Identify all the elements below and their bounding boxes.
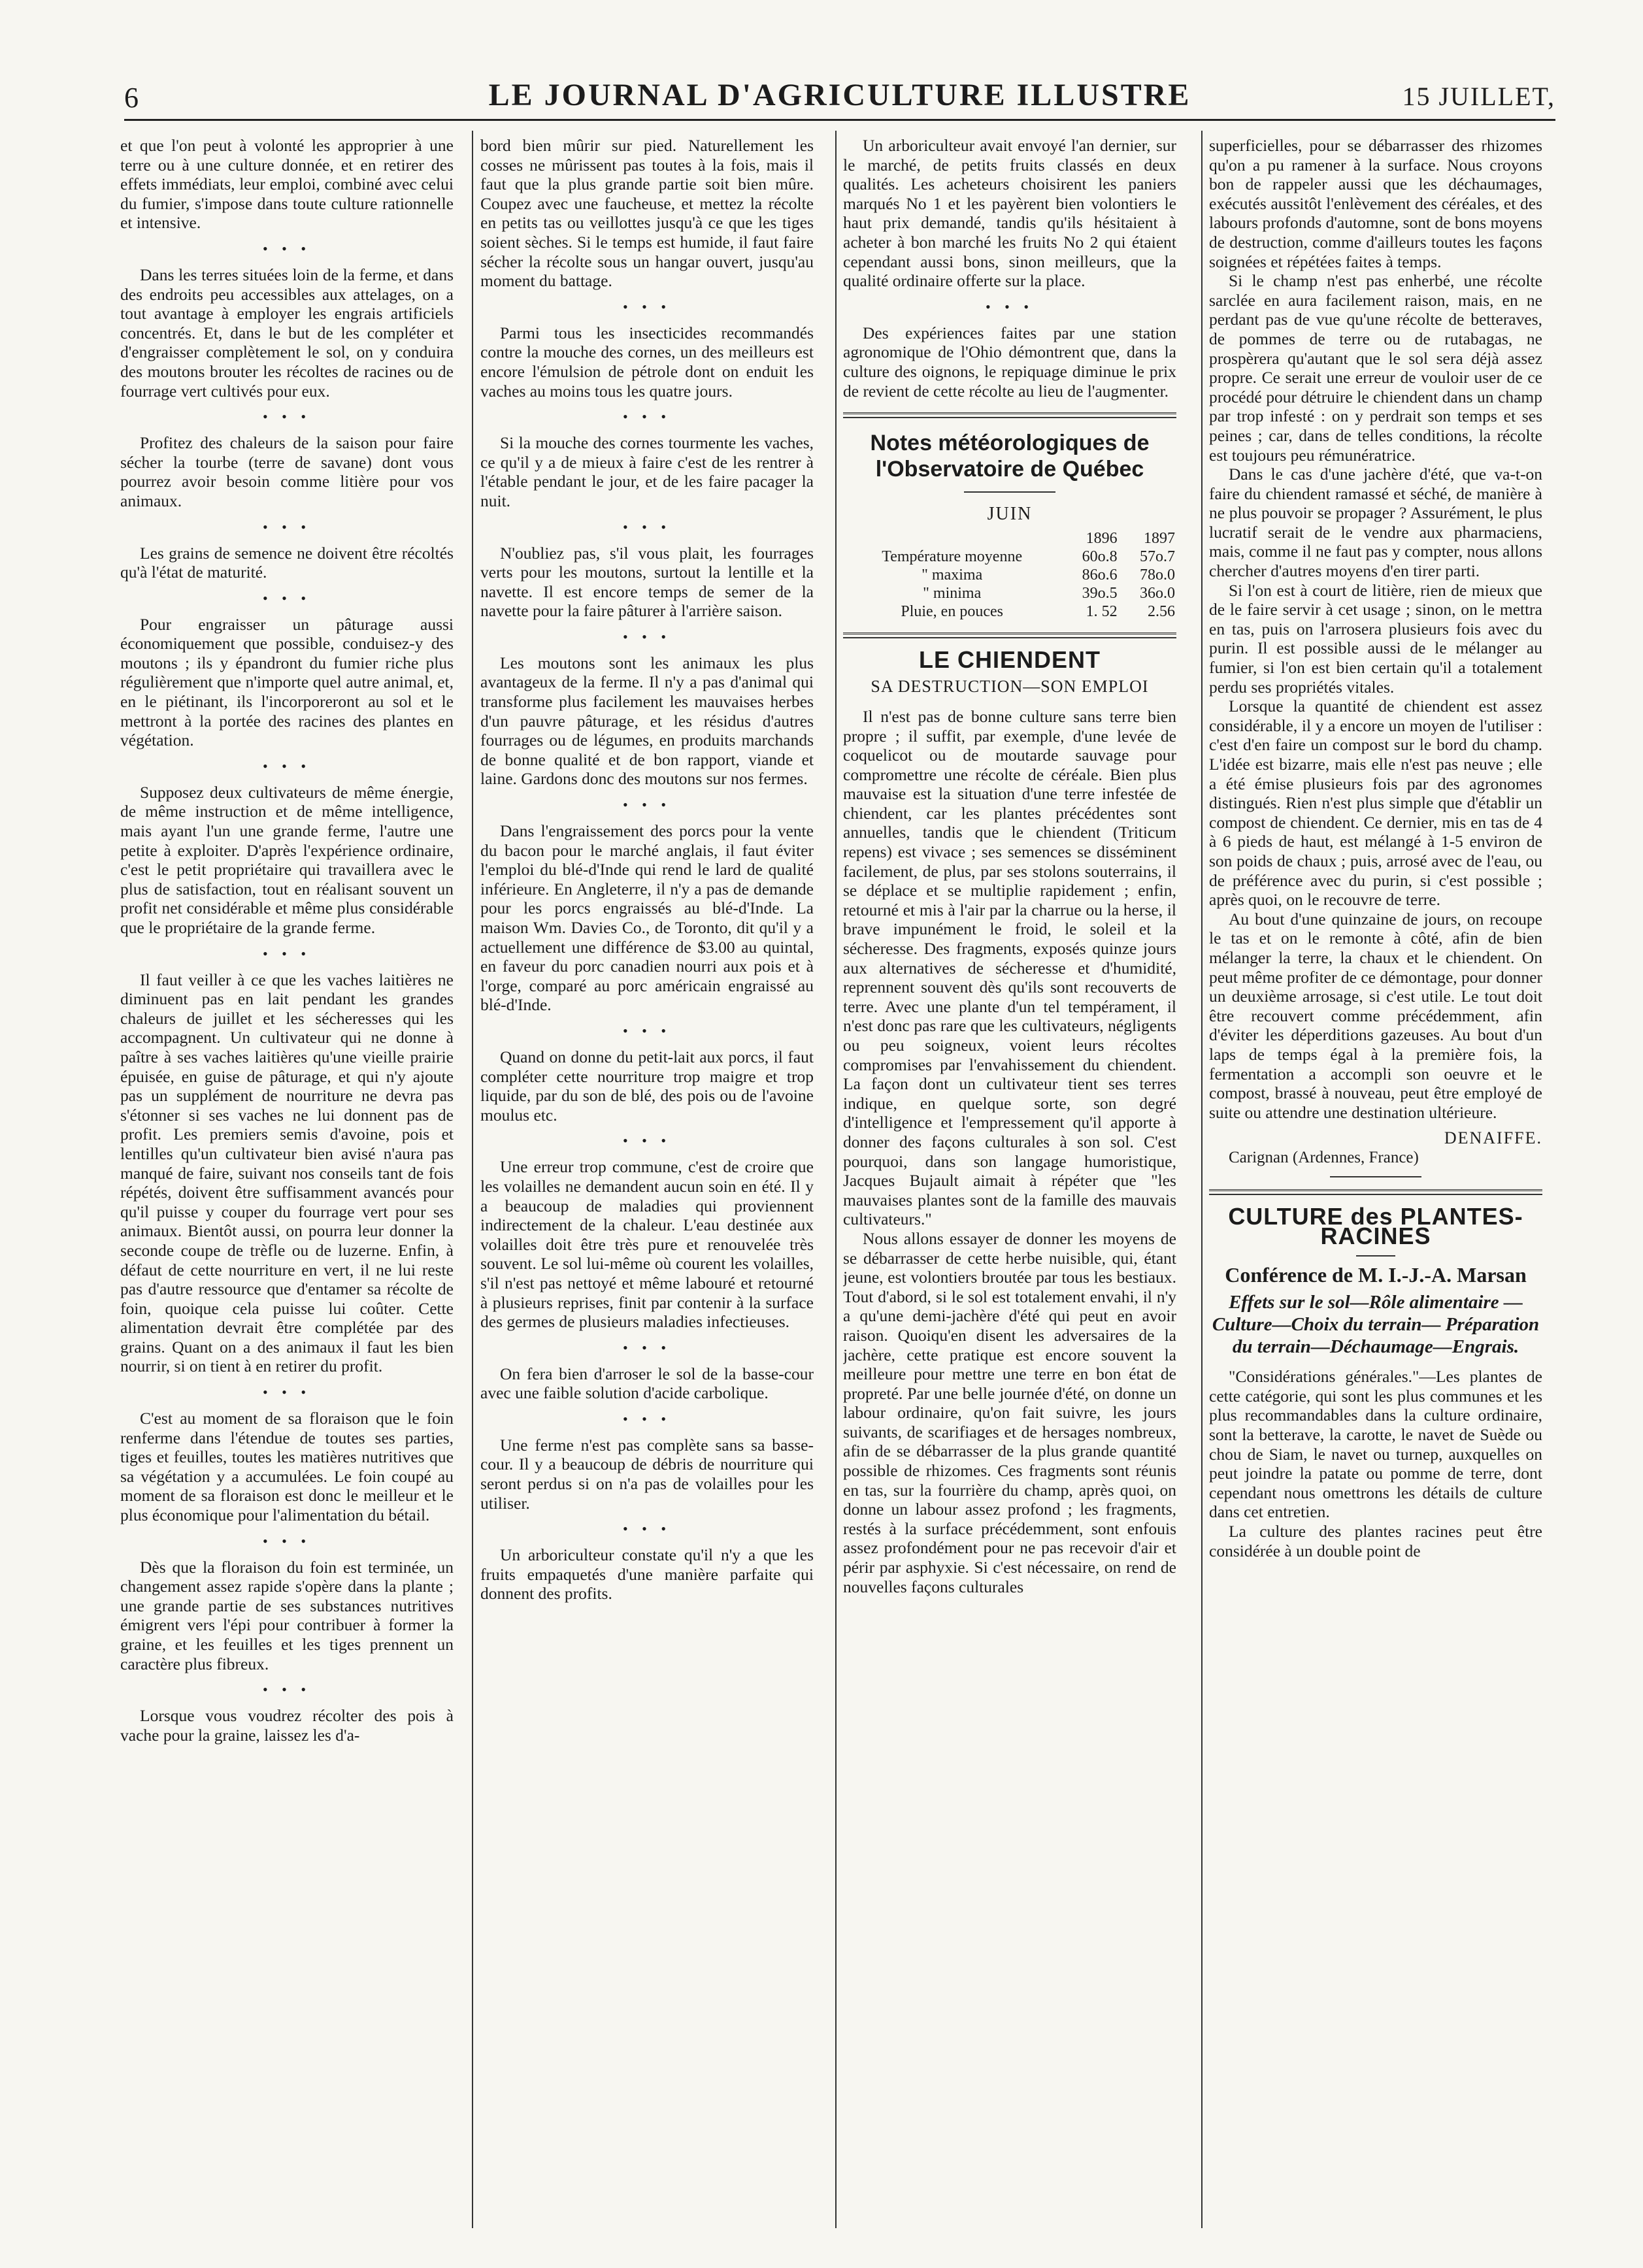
- chiendent-subtitle: SA DESTRUCTION—SON EMPLOI: [871, 677, 1149, 697]
- meteo-value: 78o.0: [1140, 566, 1175, 583]
- meteo-label: " maxima: [921, 566, 983, 583]
- section-divider: [843, 633, 1176, 638]
- meteo-label: Température moyenne: [882, 548, 1023, 565]
- paragraph: Dès que la floraison du foin est terminée, un changement assez rapide s'opère dans la plante ; une grande partie de ses substances nutritives émigrent vers l'épi pour contribuer à former la graine, et les feuilles et les tiges prennent un caractère plus fibreux.: [120, 1557, 454, 1673]
- paragraph-separator: • • •: [262, 408, 312, 425]
- paragraph-separator: • • •: [262, 240, 312, 257]
- plantes-rule: [1356, 1255, 1395, 1257]
- paragraph-separator: • • •: [622, 1339, 672, 1356]
- meteo-row: [843, 548, 1176, 566]
- meteo-value: 36o.0: [1140, 584, 1175, 602]
- meteo-rule: [964, 491, 1055, 493]
- paragraph: Si la mouche des cornes tourmente les vaches, ce qu'il y a de mieux à faire c'est de les rentrer à l'étable pendant le jour, et de les faire pacager la nuit.: [480, 433, 814, 510]
- meteo-value: 39o.5: [1082, 584, 1118, 602]
- paragraph: bord bien mûrir sur pied. Naturellement les cosses ne mûrissent pas toutes à la fois, mais il faut que la plus grande partie soit bien mûre. Coupez avec une faucheuse, et mettez la récolte en petits tas ou veillottes jusqu'à ce que les tiges soient sèches. Si le temps est humide, il faut faire sécher la récolte sous un hangar ouvert, jusqu'au moment du battage.: [480, 136, 814, 291]
- paragraph: Si le champ n'est pas enherbé, une récolte sarclée en aura facilement raison, mais, en ne perdant pas de vue qu'une récolte de betteraves, de pommes de terre ou de rutabagas, ne prospèrera qu'autant que le sol sera déjà assez propre. Ce serait une erreur de vouloir user de ce procédé pour détruire le chiendent dans un champ par trop infesté : on y perdrait son temps et ses peines ; car, dans de telles conditions, la récolte est toujours peu rémunératrice.: [1209, 271, 1542, 465]
- column-rule: [1201, 131, 1203, 2228]
- meteo-row: [843, 566, 1176, 584]
- column-rule: [835, 131, 837, 2228]
- meteo-value: 57o.7: [1140, 548, 1175, 565]
- chiendent-title: LE CHIENDENT: [918, 646, 1101, 673]
- paragraph-separator: • • •: [262, 757, 312, 774]
- paragraph-separator: • • •: [622, 1520, 672, 1537]
- plantes-racines-title: CULTURE des PLANTES-RACINES: [1228, 1203, 1523, 1250]
- paragraph-separator: • • •: [262, 945, 312, 962]
- paragraph: Au bout d'une quinzaine de jours, on recoupe le tas et on le remonte à côté, afin de bien mélanger la terre, la chaux et le chiendent. On peut même profiter de ce démontage, pour donner un deuxième arrosage, si c'est utile. Le tout doit être recouvert comme précédemment, afin d'éviter les déperditions gazeuses. Au bout d'un laps de temps égal à la première fois, la fermentation a accompli son oeuvre et le compost, brassé à nouveau, peut être employé de suite ou attendre une destination ultérieure.: [1209, 909, 1542, 1122]
- paragraph: Une erreur trop commune, c'est de croire que les volailles ne demandent aucun soin en été. Il y a beaucoup de maladies qui proviennent indirectement de la chaleur. L'eau destinée aux volailles doit être très pure et renouvelée très souvent. Le sol lui-même où courent les volailles, s'il n'est pas nettoyé et même labouré et retourné à plusieurs reprises, finit par contenir à la surface des germes de plusieurs maladies infectieuses.: [480, 1157, 814, 1332]
- paragraph: Profitez des chaleurs de la saison pour faire sécher la tourbe (terre de savane) dont vous pourrez avoir besoin comme litière pour vos animaux.: [120, 433, 454, 510]
- meteo-label: Pluie, en pouces: [901, 602, 1003, 620]
- paragraph: Pour engraisser un pâturage aussi économiquement que possible, conduisez-y des moutons ; ils y épandront du fumier riche plus régulièrement que n'importe quel autre animal, et, en le piétinant, ils l'incorporeront au sol et le mettront à la portée des racines des plantes en végétation.: [120, 614, 454, 750]
- journal-title: LE JOURNAL D'AGRICULTURE ILLUSTRE: [488, 78, 1191, 112]
- page-number: 6: [124, 82, 139, 114]
- paragraph: Dans le cas d'une jachère d'été, que va-t-on faire du chiendent ramassé et séché, de manière à ne plus pouvoir se propager ? Assurément, le plus lucratif serait de le vendre aux pharmaciens, mais, comme il ne faut pas y compter, nous allons chercher d'autres moyens d'en tirer parti.: [1209, 465, 1542, 581]
- paragraph: Un arboriculteur constate qu'il n'y a que les fruits empaquetés d'une manière parfaite qui donnent des profits.: [480, 1545, 814, 1603]
- paragraph-separator: • • •: [622, 408, 672, 425]
- paragraph-separator: • • •: [622, 1132, 672, 1149]
- paragraph: On fera bien d'arroser le sol de la basse-cour avec une faible solution d'acide carbolique.: [480, 1364, 814, 1403]
- paragraph-separator: • • •: [985, 298, 1035, 315]
- paragraph-separator: • • •: [262, 1681, 312, 1698]
- paragraph-separator: • • •: [622, 298, 672, 315]
- paragraph: Dans les terres situées loin de la ferme, et dans des endroits peu accessibles aux attelages, on a tout avantage à employer les engrais artificiels concentrés. Et, dans le but de les compléter et d'engraisser complètement le sol, on y conduira des moutons brouter les récoltes de racines ou de fourrage vert cultivés pour eux.: [120, 265, 454, 401]
- author-signature: DENAIFFE.: [1444, 1128, 1542, 1148]
- meteo-value: 1. 52: [1086, 602, 1118, 620]
- issue-date: 15 JUILLET,: [1402, 82, 1555, 111]
- paragraph-separator: • • •: [622, 797, 672, 814]
- paragraph: Si l'on est à court de litière, rien de mieux que de le faire servir à cet usage ; sinon, on le mettra en tas, puis on l'arrosera plusieurs fois avec du purin. Il est possible aussi de le mélanger au fumier, si l'on est bien certain qu'il a totalement perdu ses propriétés vitales.: [1209, 580, 1542, 697]
- paragraph-separator: • • •: [622, 628, 672, 645]
- column-2: [480, 136, 814, 2227]
- meteo-header-row: [843, 529, 1176, 548]
- meteo-table: [843, 529, 1176, 621]
- paragraph-separator: • • •: [262, 1532, 312, 1549]
- paragraph: Il faut veiller à ce que les vaches laitières ne diminuent pas en lait pendant les grandes chaleurs de juillet et les sécheresses qui les accompagnent. Un cultivateur qui ne donne à paître à ses vaches laitières qu'une vieille prairie épuisée, en guise de pâturage, et qui n'y ajoute pas un supplément de nourriture ne devra pas s'étonner si ses vaches ne lui donnent pas de profit. Les premiers semis d'avoine, pois et lentilles qu'un cultivateur bien avisé n'aura pas manqué de faire, suivant nos conseils tant de fois répétés, doivent être suffisamment avancés pour qu'il puisse y couper du fourrage vert pour ses animaux. Bientôt aussi, on pourra leur donner la seconde coupe de trèfle ou de luzerne. Enfin, à défaut de cette nourriture en vert, il ne lui reste pas d'autre ressource que d'entamer sa récolte de foin, quoique cela puisse lui coûter. Cette alimentation devrait être complétée par des grains. Quant on a des animaux il faut les bien nourrir, si on tient à en retirer du profit.: [120, 970, 454, 1376]
- meteo-label: " minima: [923, 584, 982, 602]
- paragraph: La culture des plantes racines peut être considérée à un double point de: [1209, 1522, 1542, 1560]
- conference-title: Conférence de M. I.-J.-A. Marsan: [1225, 1262, 1527, 1287]
- conference-subtitle: Effets sur le sol—Rôle alimentaire —Culture—Choix du terrain— Préparation du terrain—Déchaumage—Engrais.: [1212, 1292, 1540, 1358]
- paragraph: N'oubliez pas, s'il vous plait, les fourrages verts pour les moutons, surtout la lentille et la navette. Il est encore temps de semer de la navette pour la faire pâturer à l'arrière saison.: [480, 543, 814, 621]
- paragraph-separator: • • •: [622, 1022, 672, 1039]
- meteo-year-1897: 1897: [1144, 529, 1175, 547]
- section-divider: [1209, 1189, 1542, 1195]
- paragraph: Parmi tous les insecticides recommandés contre la mouche des cornes, un des meilleurs est encore l'émulsion de pétrole dont on enduit les vaches au moins tous les quatre jours.: [480, 323, 814, 401]
- paragraph: Des expériences faites par une station agronomique de l'Ohio démontrent que, dans la culture des oignons, le repiquage diminue le prix de revient de cette récolte au lieu de l'augmenter.: [843, 323, 1176, 401]
- column-4: [1209, 136, 1542, 2227]
- paragraph: Supposez deux cultivateurs de même énergie, de même instruction et de même intelligence, mais ayant l'un une grande ferme, l'autre une petite à exploiter. D'après l'expérience ordinaire, c'est le petit propriétaire qui travaillera avec le plus de satisfaction, tout en réalisant souvent un profit net considérable et même plus considérable que le propriétaire de la grande ferme.: [120, 782, 454, 937]
- meteo-month: JUIN: [987, 504, 1033, 525]
- section-divider: [843, 412, 1176, 418]
- paragraph: Les moutons sont les animaux les plus avantageux de la ferme. Il n'y a pas d'animal qui transforme plus facilement les mauvaises herbes d'un pauvre pâturage, et les résidus d'autres fourrages ou de légumes, en produits marchands de bonne qualité et de bon rapport, viande et laine. Gardons donc des moutons sur nos fermes.: [480, 653, 814, 789]
- paragraph: Lorsque vous voudrez récolter des pois à vache pour la graine, laissez les d'a-: [120, 1706, 454, 1745]
- column-3: [843, 136, 1176, 2227]
- paragraph: Il n'est pas de bonne culture sans terre bien propre ; il suffit, par exemple, d'une levée de coquelicot ou de moutarde sauvage pour compromettre une récolte de céréale. Bien plus mauvaise est la situation d'une terre infestée de chiendent, car les plantes précédentes sont annuelles, tandis que le chiendent (Triticum repens) est vivace ; ses semences se disséminent facilement, de plus, par ses stolons souterrains, il se déplace et se multiplie rapidement ; enfin, retourné et mis à l'air par la charrue ou la herse, il brave impunément le froid, le soleil et la sécheresse. Des fragments, exposés quinze jours aux alternatives de sécheresse et d'humidité, reprennent souvent dès qu'ils sont recouverts de terre. Avec une plante d'un tel tempérament, il n'est donc pas rare que les cultivateurs, négligents ou peu soigneux, voient leurs récoltes compromises par l'envahissement du chiendent. La façon dont un cultivateur tient ses terres indique, en quelque sorte, son degré d'intelligence et l'empressement qu'il apporte à donner des façons culturales à son sol. C'est pourquoi, dans son langage humoristique, Jacques Bujault aimait à répéter que "les mauvaises plantes sont de la famille des mauvais cultivateurs.": [843, 706, 1176, 1229]
- column-1: [120, 136, 454, 2227]
- paragraph: Une ferme n'est pas complète sans sa basse-cour. Il y a beaucoup de débris de nourriture qui seront perdus si on n'a pas de volailles pour les utiliser.: [480, 1435, 814, 1513]
- paragraph-separator: • • •: [622, 1410, 672, 1427]
- meteo-row: [843, 602, 1176, 621]
- article-end-rule: [1330, 1176, 1421, 1177]
- plantes-body: [1209, 1367, 1542, 1560]
- paragraph: Lorsque la quantité de chiendent est assez considérable, il y a encore un moyen de l'utiliser : c'est d'en faire un compost sur le bord du champ. L'idée est bizarre, mais elle n'est pas neuve ; elle a été émise plusieurs fois par des agronomes distingués. Rien n'est plus simple que d'établir un compost de chiendent. Ce dernier, mis en tas de 4 à 6 pieds de haut, est mélangé à 1-5 environ de son poids de chaux ; puis, arrosé avec de l'eau, ou de préférence avec du purin, si c'est possible ; après quoi, on le recouvre de terre.: [1209, 697, 1542, 910]
- paragraph: Les grains de semence ne doivent être récoltés qu'à l'état de maturité.: [120, 543, 454, 582]
- author-place: Carignan (Ardennes, France): [1229, 1148, 1419, 1166]
- paragraph: et que l'on peut à volonté les approprier à une terre ou à une culture donnée, et en retirer des effets immédiats, leur emploi, combiné avec celui du fumier, s'impose dans toute culture rationnelle et intensive.: [120, 136, 454, 233]
- paragraph: "Considérations générales."—Les plantes de cette catégorie, qui sont les plus communes et les plus recommandables dans la culture ordinaire, sont la betterave, la carotte, le navet de Suède ou chou de Siam, le navet ou turnep, auxquelles on peut joindre la patate ou pomme de terre, dont cependant nous omettrons les détails de culture dans cet entretien.: [1209, 1367, 1542, 1522]
- paragraph-separator: • • •: [262, 1384, 312, 1401]
- meteo-value: 86o.6: [1082, 566, 1118, 583]
- meteo-title: Notes météorologiques de l'Observatoire de Québec: [870, 431, 1150, 482]
- paragraph: C'est au moment de sa floraison que le foin renferme dans l'étendue de toutes ses parties, tiges et feuilles, toutes les matières nutritives que sa végétation y a accumulées. Le foin coupé au moment de sa floraison est donc le meilleur et le plus économique pour l'alimentation du bétail.: [120, 1409, 454, 1525]
- column-rule: [472, 131, 473, 2228]
- meteo-value: 2.56: [1148, 602, 1175, 620]
- paragraph: superficielles, pour se débarrasser des rhizomes qu'on a pu ramener à la surface. Nous croyons bon de rappeler aussi que les déchaumages, exécutés aussitôt l'enlèvement des céréales, et des labours profonds d'automne, sont de bons moyens de destruction, comme d'ailleurs toutes les façons soignées et répétées faites à temps.: [1209, 136, 1542, 271]
- chiendent-continued: [1209, 136, 1542, 1122]
- paragraph: Dans l'engraissement des porcs pour la vente du bacon pour le marché anglais, il faut éviter l'emploi du blé-d'Inde qui rend le lard de qualité inférieure. En Angleterre, il n'y a pas de demande pour les porcs engraissés au blé-d'Inde. La maison Wm. Davies Co., de Toronto, dit qu'il y a actuellement une différence de $3.00 au quintal, en faveur du porc canadien nourri aux pois et à l'orge, comparé au porc américain engraissé au blé-d'Inde.: [480, 821, 814, 1015]
- chiendent-body: [843, 707, 1176, 1596]
- paragraph-separator: • • •: [622, 518, 672, 535]
- paragraph-separator: • • •: [262, 589, 312, 606]
- meteo-box: [843, 430, 1176, 621]
- paragraph: Un arboriculteur avait envoyé l'an dernier, sur le marché, de petits fruits classés en deux qualités. Les acheteurs choisirent les paniers marqués No 1 et les payèrent bien volontiers le haut prix demandé, tandis qu'ils hésitaient à acheter à bon marché les fruits No 2 qui étaient cependant aussi bons, sinon meilleurs, que la qualité ordinaire offerte sur la place.: [843, 136, 1176, 291]
- masthead: [124, 71, 1555, 121]
- meteo-year-1896: 1896: [1086, 529, 1118, 547]
- column-3-briefs: [843, 136, 1176, 401]
- meteo-row: [843, 584, 1176, 602]
- meteo-value: 60o.8: [1082, 548, 1118, 565]
- paragraph: Quand on donne du petit-lait aux porcs, il faut compléter cette nourriture trop maigre et trop liquide, par du son de blé, des pois ou de l'avoine moulus etc.: [480, 1047, 814, 1125]
- paragraph-separator: • • •: [262, 518, 312, 535]
- paragraph: Nous allons essayer de donner les moyens de se débarrasser de cette herbe nuisible, qui, étant jeune, est volontiers broutée par tous les bestiaux. Tout d'abord, si le sol est totalement envahi, il n'y a qu'une demi-jachère d'été qui peut en avoir raison. Quoiqu'en disent les adversaires de la jachère, cette pratique est encore souvent la meilleure pour mettre une terre en bon état de propreté. Par une belle journée d'été, on donne un labour ordinaire, qu'on fait suivre, les jours suivants, de scarifiages et de hersages nombreux, afin de se débarrasser de la plus grande quantité possible de rhizomes. Ces fragments sont réunis en tas, sur la fourrière du champ, après quoi, on donne un labour assez profond ; les fragments, restés à la surface précédemment, sont enfouis assez profondément pour ne pas recevoir d'air et périr par asphyxie. Si c'est nécessaire, on rend de nouvelles façons culturales: [843, 1228, 1176, 1596]
